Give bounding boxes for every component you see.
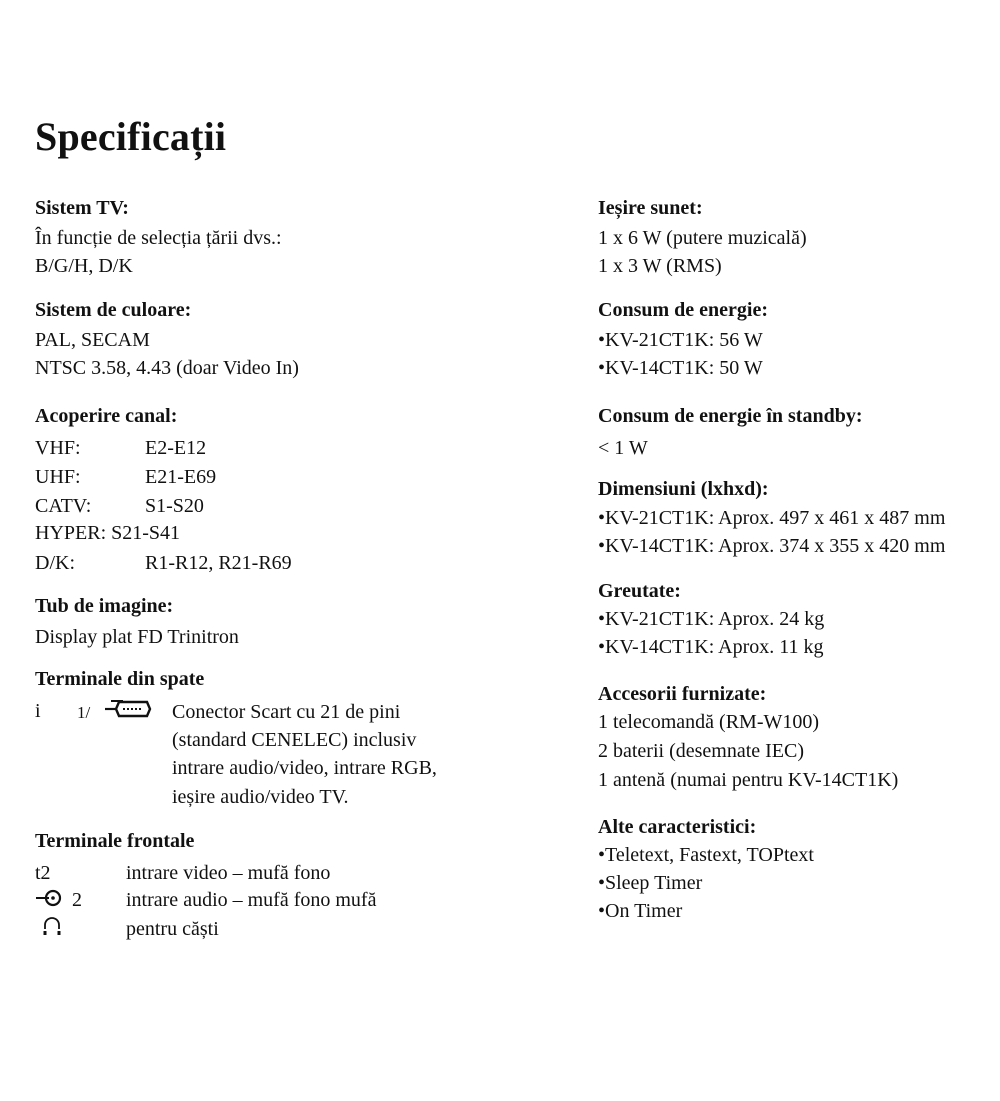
section-heading: Tub de imagine: bbox=[35, 595, 174, 617]
page-title: Specificații bbox=[35, 114, 227, 159]
spec-line: 1 antenă (numai pentru KV-14CT1K) bbox=[598, 769, 899, 791]
spec-line: intrare audio – mufă fono mufă bbox=[126, 889, 377, 911]
spec-line: (standard CENELEC) inclusiv bbox=[172, 729, 417, 751]
channel-band: UHF: bbox=[35, 466, 81, 488]
section-heading: Consum de energie: bbox=[598, 299, 768, 321]
section-heading: Terminale din spate bbox=[35, 668, 205, 690]
section-heading: Greutate: bbox=[598, 580, 681, 602]
channel-range: E21-E69 bbox=[145, 466, 217, 488]
spec-line: •On Timer bbox=[598, 900, 683, 922]
terminal-label: t2 bbox=[35, 862, 51, 884]
spec-line: NTSC 3.58, 4.43 (doar Video In) bbox=[35, 357, 299, 379]
spec-line: •KV-21CT1K: 56 W bbox=[598, 329, 763, 351]
section-heading: Ieșire sunet: bbox=[598, 197, 703, 219]
spec-line: < 1 W bbox=[598, 437, 648, 459]
spec-line: 1 telecomandă (RM-W100) bbox=[598, 711, 820, 733]
spec-line: Conector Scart cu 21 de pini bbox=[172, 701, 401, 723]
spec-line: •Sleep Timer bbox=[598, 872, 703, 894]
spec-line: •KV-14CT1K: 50 W bbox=[598, 357, 763, 379]
channel-range: R1-R12, R21-R69 bbox=[145, 552, 292, 574]
spec-line: 1 x 3 W (RMS) bbox=[598, 255, 722, 277]
spec-line: intrare video – mufă fono bbox=[126, 862, 331, 884]
section-heading: Sistem TV: bbox=[35, 197, 129, 219]
spec-line: •KV-21CT1K: Aprox. 497 x 461 x 487 mm bbox=[598, 507, 946, 529]
headphones-icon bbox=[41, 915, 63, 937]
terminal-label: 2 bbox=[72, 889, 82, 911]
spec-line: pentru căști bbox=[126, 918, 219, 940]
channel-range: E2-E12 bbox=[145, 437, 207, 459]
section-heading: Alte caracteristici: bbox=[598, 816, 757, 838]
section-heading: Consum de energie în standby: bbox=[598, 405, 863, 427]
spec-line: PAL, SECAM bbox=[35, 329, 150, 351]
scart-connector-icon bbox=[103, 697, 153, 721]
spec-line: •KV-14CT1K: Aprox. 374 x 355 x 420 mm bbox=[598, 535, 946, 557]
section-heading: Acoperire canal: bbox=[35, 405, 178, 427]
spec-line: ieșire audio/video TV. bbox=[172, 786, 349, 808]
section-heading: Dimensiuni (lxhxd): bbox=[598, 478, 769, 500]
terminal-marker: i bbox=[35, 700, 41, 722]
terminal-number: 1/ bbox=[77, 703, 91, 722]
section-heading: Sistem de culoare: bbox=[35, 299, 192, 321]
channel-band: D/K: bbox=[35, 552, 75, 574]
spec-line: intrare audio/video, intrare RGB, bbox=[172, 757, 437, 779]
channel-range: S1-S20 bbox=[145, 495, 204, 517]
spec-line: •KV-14CT1K: Aprox. 11 kg bbox=[598, 636, 824, 658]
spec-line: Display plat FD Trinitron bbox=[35, 626, 239, 648]
spec-line: •KV-21CT1K: Aprox. 24 kg bbox=[598, 608, 825, 630]
spec-line: •Teletext, Fastext, TOPtext bbox=[598, 844, 814, 866]
spec-line: În funcție de selecția țării dvs.: bbox=[35, 227, 282, 249]
spec-line: B/G/H, D/K bbox=[35, 255, 133, 277]
spec-line: 1 x 6 W (putere muzicală) bbox=[598, 227, 807, 249]
section-heading: Accesorii furnizate: bbox=[598, 683, 767, 705]
spec-line: 2 baterii (desemnate IEC) bbox=[598, 740, 805, 762]
channel-band: CATV: bbox=[35, 495, 92, 517]
section-heading: Terminale frontale bbox=[35, 830, 195, 852]
channel-band: HYPER: S21-S41 bbox=[35, 522, 181, 544]
channel-band: VHF: bbox=[35, 437, 81, 459]
audio-input-icon bbox=[35, 888, 65, 908]
